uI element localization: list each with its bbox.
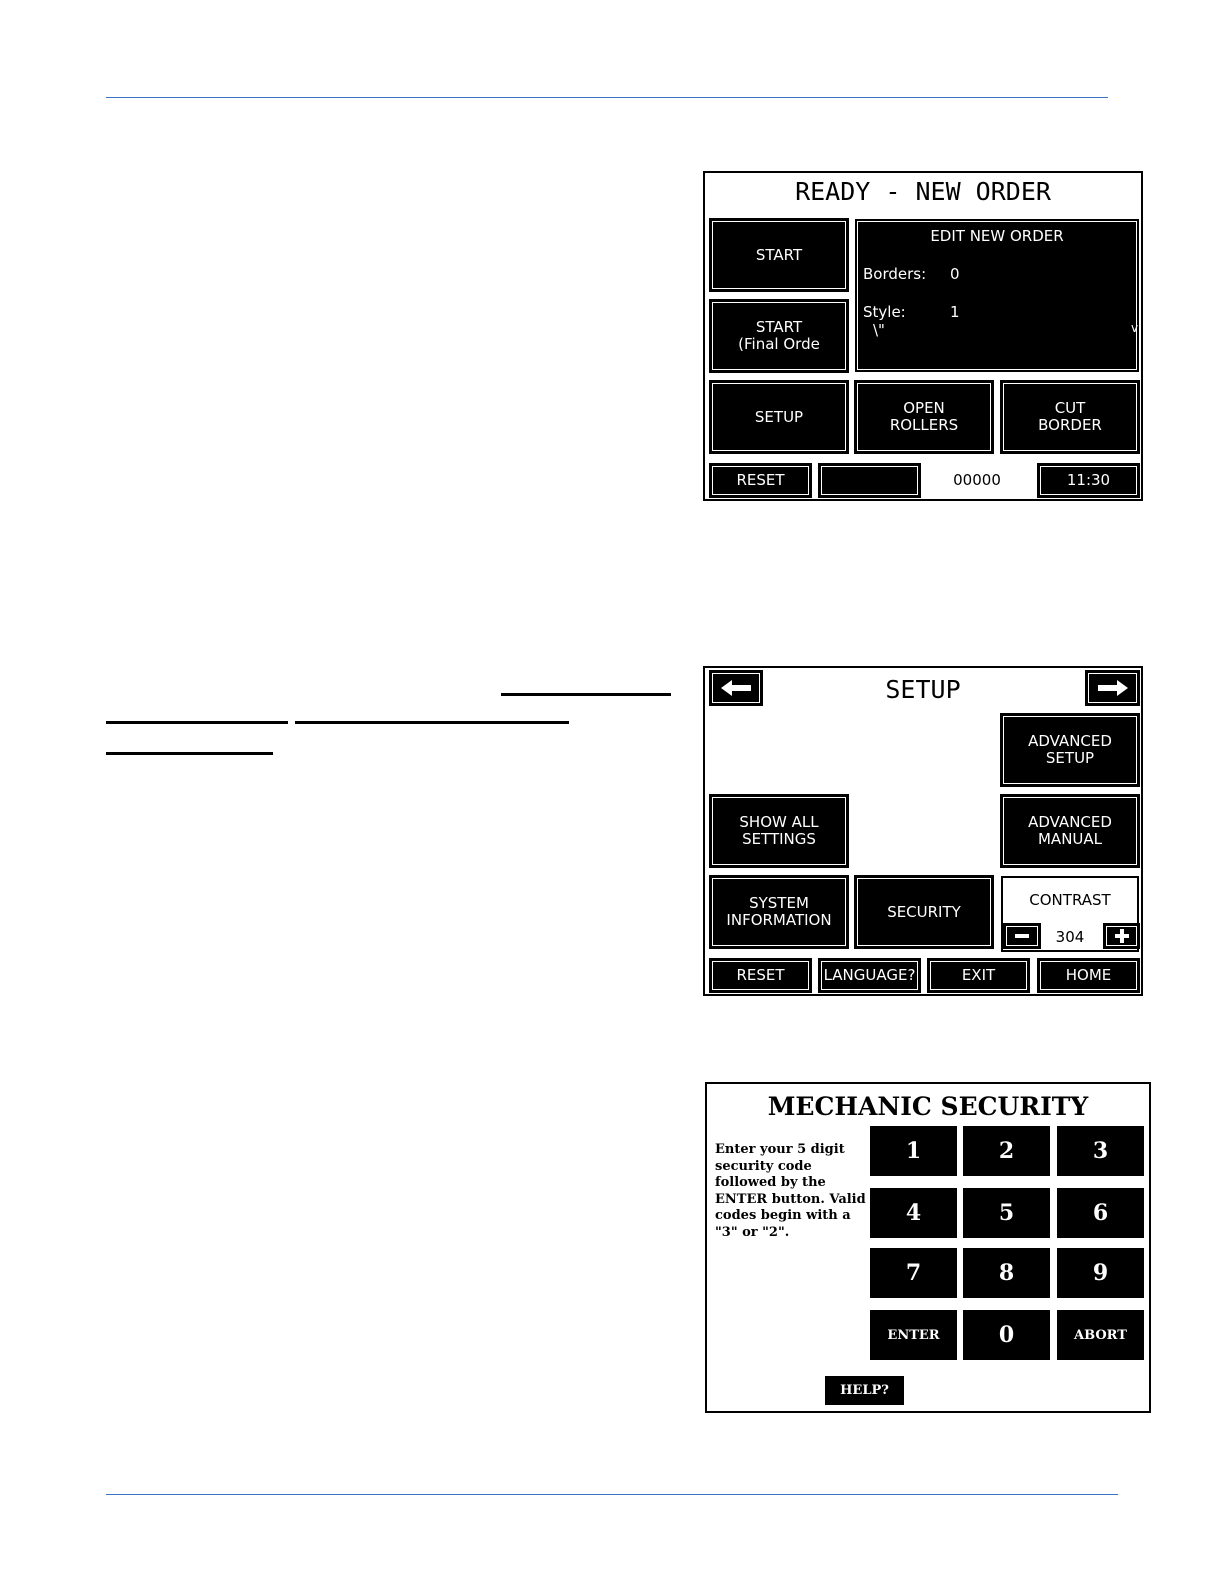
- footer-rule: [106, 1494, 1118, 1495]
- contrast-value: 304: [1055, 928, 1085, 946]
- screen-title: MECHANIC SECURITY: [767, 1092, 1089, 1121]
- enter-button[interactable]: ENTER: [870, 1310, 957, 1360]
- header-rule: [106, 97, 1108, 98]
- contrast-label: CONTRAST: [1029, 891, 1111, 909]
- panel-edge-mark: v: [1131, 321, 1139, 335]
- open-rollers-button[interactable]: OPEN ROLLERS: [855, 381, 993, 453]
- keypad-key-7[interactable]: 7: [870, 1248, 957, 1298]
- keypad-key-8[interactable]: 8: [963, 1248, 1050, 1298]
- start-final-order-button[interactable]: START (Final Orde: [710, 300, 848, 372]
- help-button[interactable]: HELP?: [825, 1376, 904, 1405]
- style-label: Style:: [863, 303, 906, 321]
- edit-new-order-panel[interactable]: [855, 219, 1139, 372]
- style-value: 1: [950, 303, 960, 321]
- panel-heading: EDIT NEW ORDER: [930, 227, 1064, 245]
- style-extra-text: \": [873, 321, 885, 339]
- exit-button[interactable]: EXIT: [928, 959, 1029, 992]
- underline-mark-3: [295, 721, 569, 724]
- show-all-settings-button[interactable]: SHOW ALL SETTINGS: [710, 795, 848, 867]
- contrast-increase-button[interactable]: [1104, 924, 1139, 948]
- keypad-key-1[interactable]: 1: [870, 1126, 957, 1176]
- contrast-decrease-button[interactable]: [1004, 924, 1040, 948]
- borders-value: 0: [950, 265, 960, 283]
- next-page-button[interactable]: [1086, 671, 1139, 705]
- home-button[interactable]: HOME: [1038, 959, 1139, 992]
- security-instructions: Enter your 5 digit security code followed by the ENTER button. Valid codes begin with a "3" or "2".: [715, 1142, 866, 1240]
- mechanic-security-screen: [705, 1082, 1151, 1413]
- ready-new-order-screen: [703, 171, 1143, 501]
- reset-button[interactable]: RESET: [710, 959, 811, 992]
- keypad-key-4[interactable]: 4: [870, 1188, 957, 1238]
- security-button[interactable]: SECURITY: [855, 876, 993, 948]
- cut-border-button[interactable]: CUT BORDER: [1001, 381, 1139, 453]
- plus-icon: [1115, 929, 1129, 943]
- contrast-control: [1001, 876, 1139, 952]
- underline-mark-1: [501, 693, 671, 696]
- underline-mark-4: [106, 752, 273, 755]
- order-counter: 00000: [953, 471, 1001, 489]
- setup-screen: [703, 666, 1143, 996]
- language-button[interactable]: LANGUAGE?: [819, 959, 920, 992]
- clock-button[interactable]: 11:30: [1038, 464, 1139, 497]
- blank-status-button[interactable]: [819, 464, 920, 497]
- start-button[interactable]: START: [710, 219, 848, 291]
- system-information-button[interactable]: SYSTEM INFORMATION: [710, 876, 848, 948]
- underline-mark-2: [106, 721, 288, 724]
- minus-icon: [1015, 934, 1029, 938]
- advanced-manual-button[interactable]: ADVANCED MANUAL: [1001, 795, 1139, 867]
- keypad-key-0[interactable]: 0: [963, 1310, 1050, 1360]
- arrow-right-icon: [1098, 680, 1128, 696]
- screen-title: SETUP: [885, 675, 961, 704]
- abort-button[interactable]: ABORT: [1057, 1310, 1144, 1360]
- screen-title: READY - NEW ORDER: [795, 177, 1051, 206]
- keypad-key-2[interactable]: 2: [963, 1126, 1050, 1176]
- borders-label: Borders:: [863, 265, 927, 283]
- keypad-key-3[interactable]: 3: [1057, 1126, 1144, 1176]
- keypad-key-5[interactable]: 5: [963, 1188, 1050, 1238]
- setup-button[interactable]: SETUP: [710, 381, 848, 453]
- keypad-key-6[interactable]: 6: [1057, 1188, 1144, 1238]
- keypad-key-9[interactable]: 9: [1057, 1248, 1144, 1298]
- reset-button[interactable]: RESET: [710, 464, 811, 497]
- advanced-setup-button[interactable]: ADVANCED SETUP: [1001, 714, 1139, 786]
